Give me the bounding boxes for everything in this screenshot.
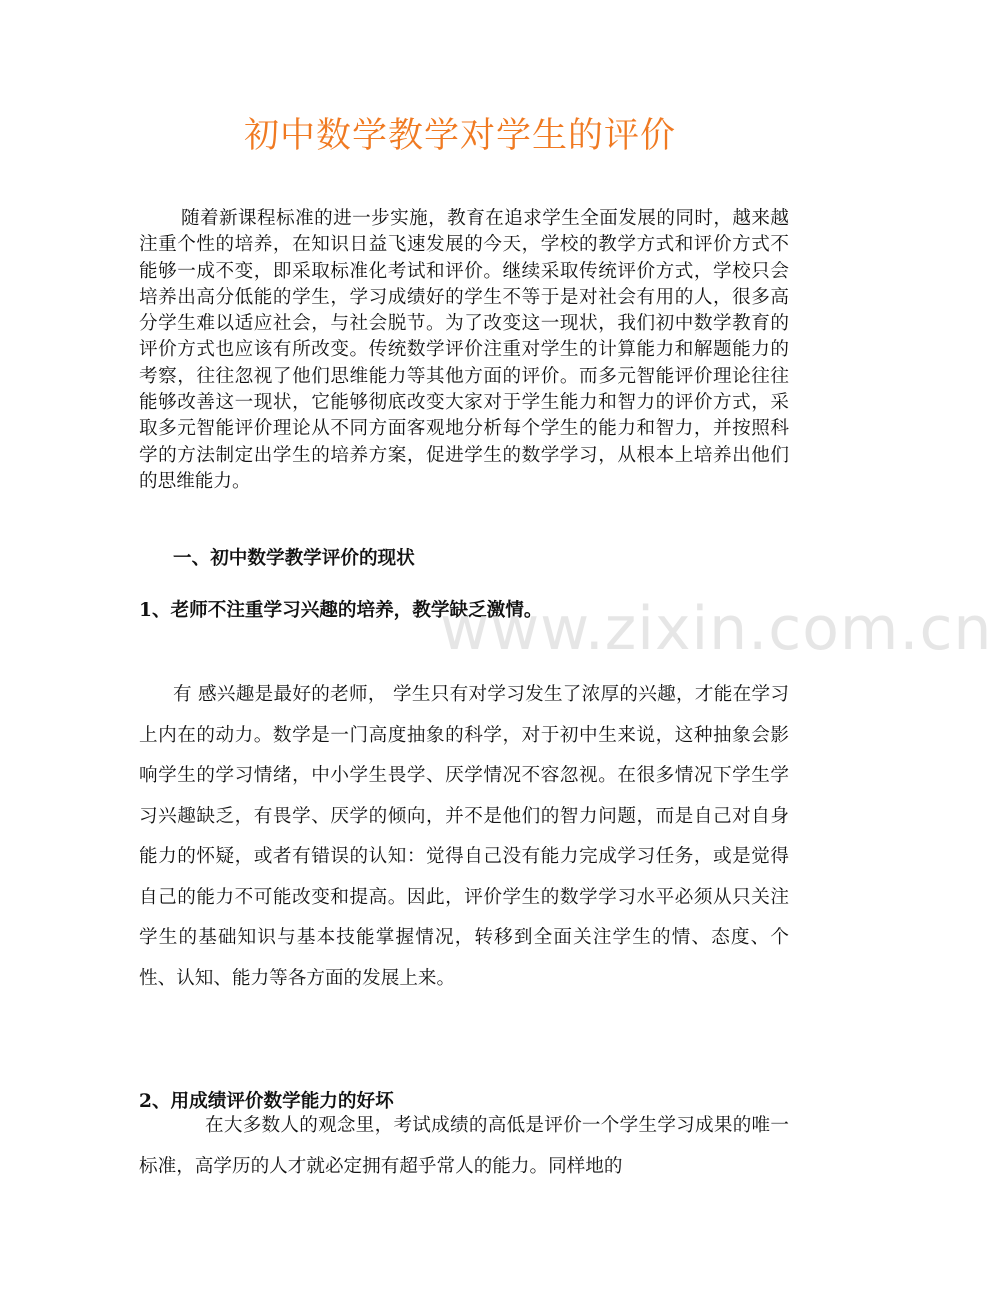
point-two-heading: 2、用成绩评价数学能力的好坏 — [139, 1091, 394, 1112]
document-title: 初中数学教学对学生的评价 — [243, 116, 676, 156]
watermark-text: www.zixin.com.cn — [440, 594, 992, 664]
point-one-heading: 1、老师不注重学习兴趣的培养，教学缺乏激情。 — [139, 600, 543, 621]
section-one-heading: 一、初中数学教学评价的现状 — [173, 548, 415, 569]
point-one-paragraph: 有 感兴趣是最好的老师， 学生只有对学习发生了浓厚的兴趣，才能在学习上内在的动力。数学是一门高度抽象的科学，对于初中生来说，这种抽象会影响学生的学习情绪，中小学生畏学、厌学情况不容忽视。在很多情况下学生学习兴趣缺乏，有畏学、厌学的倾向，并不是他们的智力问题，而是自己对自身能力的怀疑，或者有错误的认知：觉得自己没有能力完成学习任务，或是觉得自己的能力不可能改变和提高。因此，评价学生的数学学习水平必须从只关注学生的基础知识与基本技能掌握情况，转移到全面关注学生的情、态度、个性、认知、能力等各方面的发展上来。 — [139, 684, 789, 989]
point-two-paragraph: 在大多数人的观念里，考试成绩的高低是评价一个学生学习成果的唯一标准，高学历的人才就必定拥有超乎常人的能力。同样地的 — [139, 1115, 789, 1177]
intro-paragraph: 随着新课程标准的进一步实施，教育在追求学生全面发展的同时，越来越注重个性的培养，在知识日益飞速发展的今天，学校的教学方式和评价方式不能够一成不变，即采取标准化考试和评价。继续采取传统评价方式，学校只会培养出高分低能的学生，学习成绩好的学生不等于是对社会有用的人，很多高分学生难以适应社会，与社会脱节。为了改变这一现状，我们初中数学教育的评价方式也应该有所改变。传统数学评价注重对学生的计算能力和解题能力的考察，往往忽视了他们思维能力等其他方面的评价。而多元智能评价理论往往能够改善这一现状，它能够彻底改变大家对于学生能力和智力的评价方式，采取多元智能评价理论从不同方面客观地分析每个学生的能力和智力，并按照科学的方法制定出学生的培养方案，促进学生的数学学习，从根本上培养出他们的思维能力。 — [139, 208, 789, 492]
